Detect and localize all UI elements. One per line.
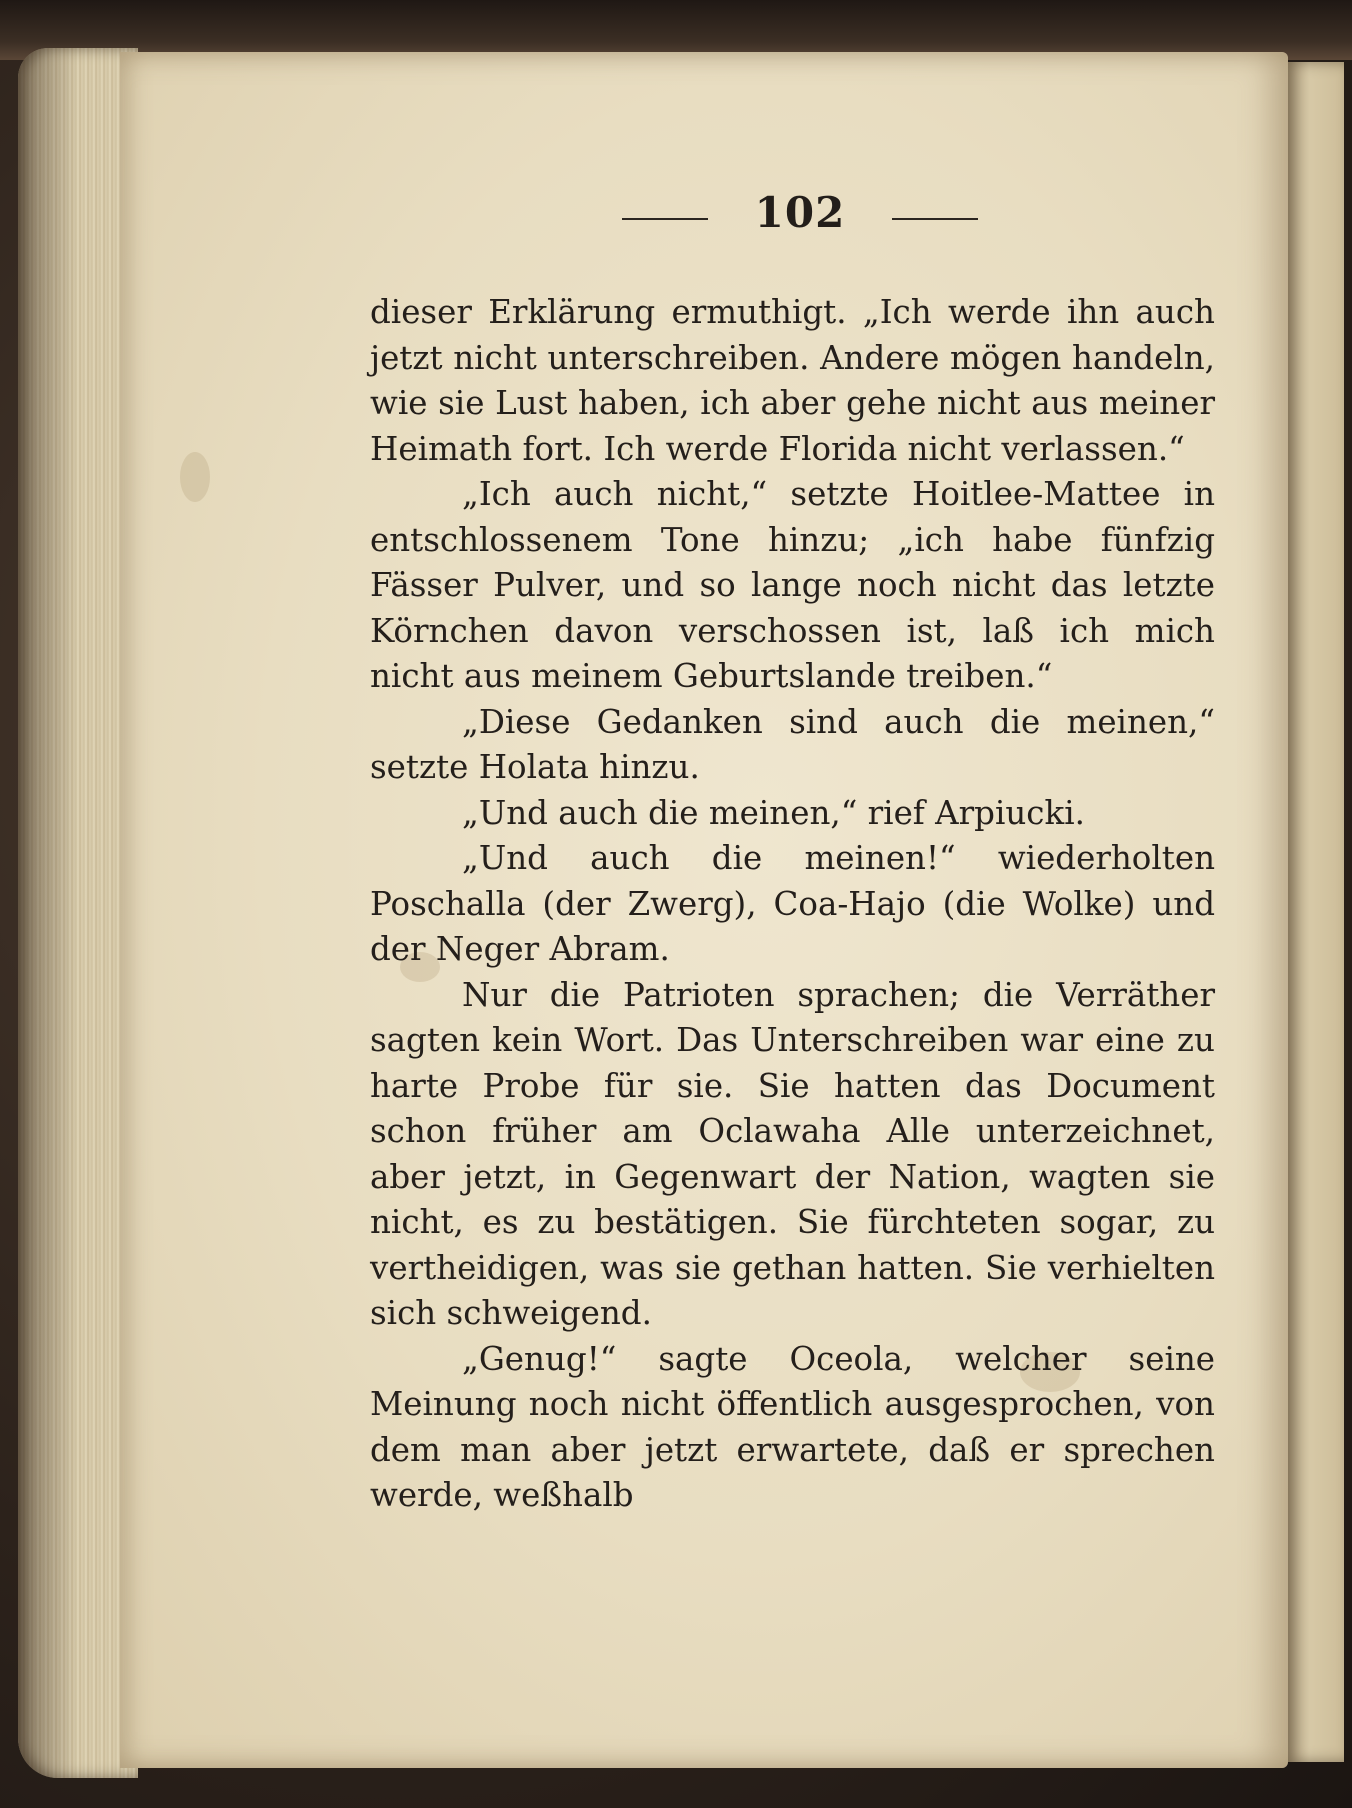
page-header (0, 188, 1352, 238)
paragraph: „Ich auch nicht,“ setzte Hoitlee-Mattee in entschlossenem Tone hinzu; „ich habe fünfzig Fässer Pulver, und so lange noch nicht das letzte Körnchen davon verschossen ist, laß ich mich nicht aus meinem Geburtslande treiben.“ (370, 475, 1215, 695)
facing-page-edge (1286, 62, 1344, 1762)
page-number: 102 (754, 188, 846, 237)
paragraph: Nur die Patrioten sprachen; die Verräther sagten kein Wort. Das Unterschreiben war eine zu harte Probe für sie. Sie hatten das Document schon früher am Oclawaha Alle unterzeichnet, aber jetzt, in Gegenwart der Nation, wagten sie nicht, es zu bestätigen. Sie fürchteten sogar, zu vertheidigen, was sie gethan hatten. Sie verhielten sich schweigend. (370, 975, 1215, 1332)
header-rule-right (892, 218, 978, 220)
paragraph: „Diese Gedanken sind auch die meinen,“ setzte Holata hinzu. (370, 702, 1215, 786)
paper-stain (180, 452, 210, 502)
paragraph: „Genug!“ sagte Oceola, welcher seine Meinung noch nicht öffentlich ausgesprochen, von dem man aber jetzt erwartete, daß er sprechen werde, weßhalb (370, 1339, 1215, 1514)
book-binding-top (0, 0, 1352, 60)
body-text (370, 290, 1215, 1519)
page-edges-shadow (18, 48, 78, 1778)
paragraph: dieser Erklärung ermuthigt. „Ich werde ihn auch jetzt nicht unterschreiben. Andere mögen handeln, wie sie Lust haben, ich aber gehe nicht aus meiner Heimath fort. Ich werde Florida nicht verlassen.“ (370, 293, 1215, 468)
paragraph: „Und auch die meinen,“ rief Arpiucki. (462, 793, 1085, 832)
paragraph: „Und auch die meinen!“ wiederholten Poschalla (der Zwerg), Coa-Hajo (die Wolke) und der Neger Abram. (370, 839, 1215, 968)
header-rule-left (622, 218, 708, 220)
